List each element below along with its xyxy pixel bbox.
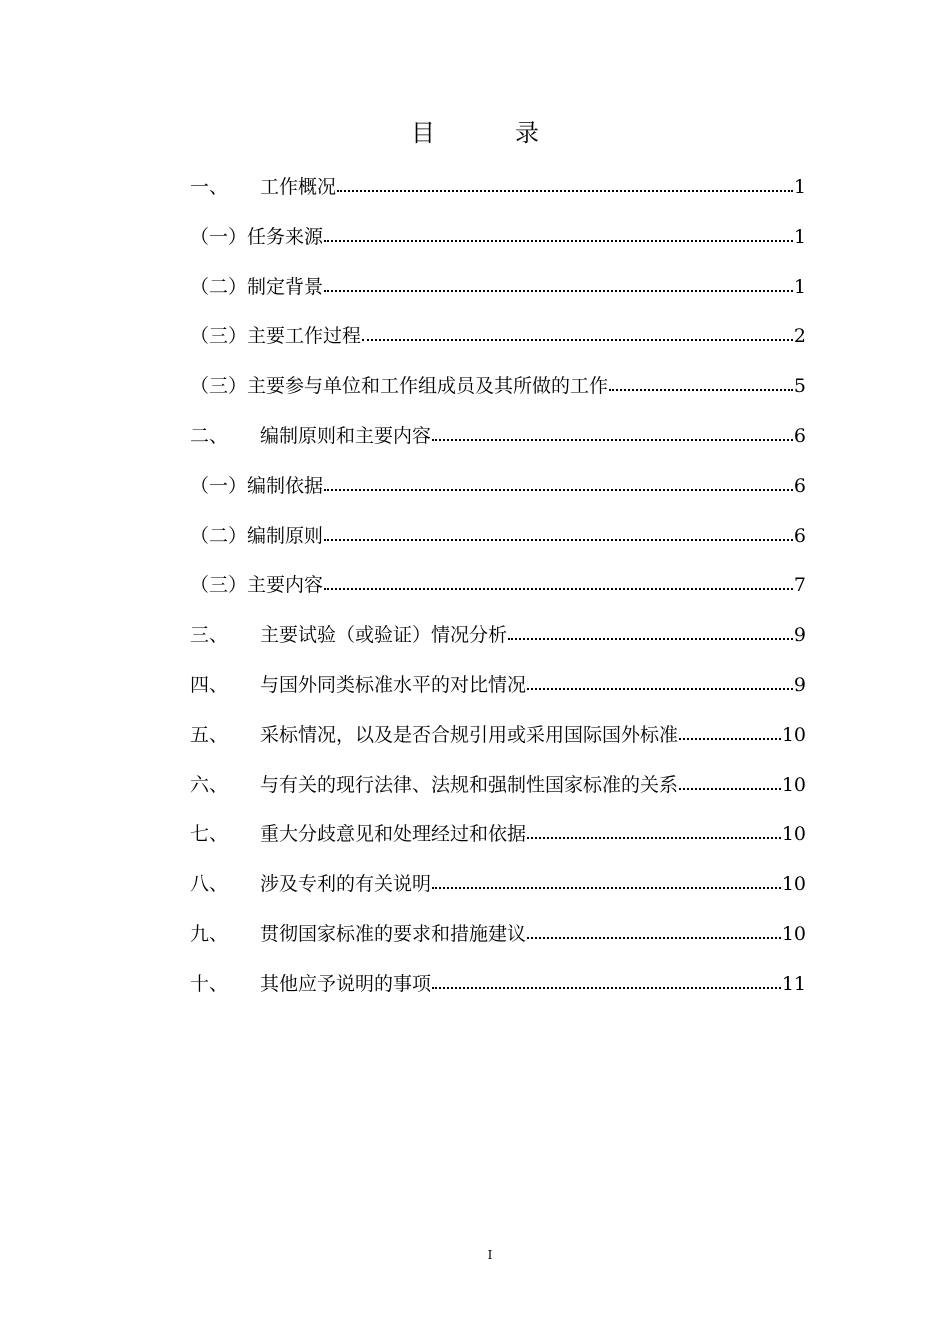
- toc-dot-leader: [527, 688, 793, 690]
- toc-entry-title: 编制原则: [247, 524, 324, 547]
- toc-entry-number: （一）: [190, 225, 248, 248]
- toc-dot-leader: [324, 290, 793, 292]
- toc-entry[interactable]: [190, 969, 806, 1019]
- toc-entry[interactable]: [190, 770, 806, 820]
- toc-entry-title: 编制原则和主要内容: [260, 424, 432, 447]
- toc-dot-leader: [324, 489, 793, 491]
- toc-entry-title: 任务来源: [247, 225, 324, 248]
- toc-entry[interactable]: [190, 222, 806, 272]
- toc-entry-number: 一、: [190, 176, 229, 198]
- toc-dot-leader: [527, 937, 781, 939]
- toc-entry-number: （一）: [190, 474, 248, 497]
- toc-entry[interactable]: [190, 919, 806, 969]
- toc-dot-leader: [609, 389, 793, 391]
- toc-entry-title: 主要内容: [247, 574, 324, 597]
- toc-entry-number: （三）: [190, 574, 248, 597]
- toc-entry-title: 其他应予说明的事项: [260, 972, 432, 995]
- toc-entry-page: 6: [793, 424, 806, 447]
- toc-dot-leader: [324, 539, 793, 541]
- toc-entry[interactable]: [190, 869, 806, 919]
- toc-entry-number: （二）: [190, 524, 248, 547]
- toc-entry[interactable]: [190, 819, 806, 869]
- toc-entry-title: 贯彻国家标准的要求和措施建议: [260, 922, 527, 945]
- toc-entry-number: 十、: [190, 972, 229, 995]
- toc-entry[interactable]: [190, 471, 806, 521]
- toc-entry-number: 八、: [190, 873, 229, 896]
- toc-entry-page: 7: [793, 574, 806, 597]
- toc-entry-number: 三、: [190, 624, 229, 647]
- toc-entry-page: 6: [793, 524, 806, 547]
- toc-entry-number: （三）: [190, 375, 248, 398]
- toc-entry-title: 重大分歧意见和处理经过和依据: [260, 823, 527, 846]
- toc-entry-number: （三）: [190, 325, 248, 348]
- toc-entry-page: 10: [781, 773, 806, 796]
- toc-entry-page: 1: [793, 275, 806, 298]
- toc-dot-leader: [324, 588, 793, 590]
- toc-dot-leader: [527, 837, 781, 839]
- toc-dot-leader: [432, 439, 793, 441]
- toc-entry-number: 四、: [190, 673, 229, 696]
- toc-entry[interactable]: [190, 720, 806, 770]
- toc-dot-leader: [679, 788, 781, 790]
- toc-entry-title: 涉及专利的有关说明: [260, 873, 432, 896]
- toc-entry[interactable]: [190, 272, 806, 322]
- toc-entry-number: 五、: [190, 723, 229, 746]
- toc-title: 目 录: [411, 119, 567, 147]
- toc-entry-page: 10: [781, 723, 806, 746]
- toc-entry-page: 5: [793, 375, 806, 398]
- toc-entry-page: 10: [781, 873, 806, 896]
- toc-entry[interactable]: [190, 521, 806, 571]
- toc-dot-leader: [432, 887, 781, 889]
- toc-entry[interactable]: [190, 620, 806, 670]
- toc-entry[interactable]: [190, 670, 806, 720]
- page-number: I: [487, 1248, 493, 1262]
- toc-entry[interactable]: [190, 321, 806, 371]
- toc-entry-number: 二、: [190, 424, 229, 447]
- toc-entry-title: 工作概况: [260, 176, 337, 198]
- toc-entry-page: 11: [781, 972, 806, 995]
- toc-entry-number: 九、: [190, 922, 229, 945]
- toc-dot-leader: [324, 240, 793, 242]
- toc-entry[interactable]: [190, 421, 806, 471]
- toc-entry-page: 1: [793, 176, 806, 198]
- toc-dot-leader: [362, 339, 793, 341]
- toc-dot-leader: [432, 987, 781, 989]
- toc-entry-title: 编制依据: [247, 474, 324, 497]
- toc-entry-page: 10: [781, 823, 806, 846]
- toc-entry-title: 主要参与单位和工作组成员及其所做的工作: [247, 375, 609, 398]
- toc-entry-title: 与有关的现行法律、法规和强制性国家标准的关系: [260, 773, 679, 796]
- toc-entry-title: 主要工作过程: [247, 325, 362, 348]
- toc-dot-leader: [679, 738, 781, 740]
- toc-dot-leader: [337, 190, 793, 192]
- toc-entry-title: 与国外同类标准水平的对比情况: [260, 673, 527, 696]
- toc-entry-number: （二）: [190, 275, 248, 298]
- toc-entry-number: 七、: [190, 823, 229, 846]
- toc-entry-page: 6: [793, 474, 806, 497]
- toc-entry[interactable]: [190, 570, 806, 620]
- toc-entry-page: 2: [793, 325, 806, 348]
- toc-entry-page: 1: [793, 225, 806, 248]
- toc-entry[interactable]: [190, 371, 806, 421]
- toc-entry-page: 9: [793, 624, 806, 647]
- toc-entry-title: 制定背景: [247, 275, 324, 298]
- toc-entry-page: 9: [793, 673, 806, 696]
- toc-entry-page: 10: [781, 922, 806, 945]
- toc-entry-title: 采标情况，以及是否合规引用或采用国际国外标准: [260, 723, 679, 746]
- toc-list: [190, 172, 806, 1019]
- toc-entry-number: 六、: [190, 773, 229, 796]
- toc-entry[interactable]: [190, 172, 806, 222]
- toc-entry-title: 主要试验（或验证）情况分析: [260, 624, 508, 647]
- toc-dot-leader: [508, 638, 793, 640]
